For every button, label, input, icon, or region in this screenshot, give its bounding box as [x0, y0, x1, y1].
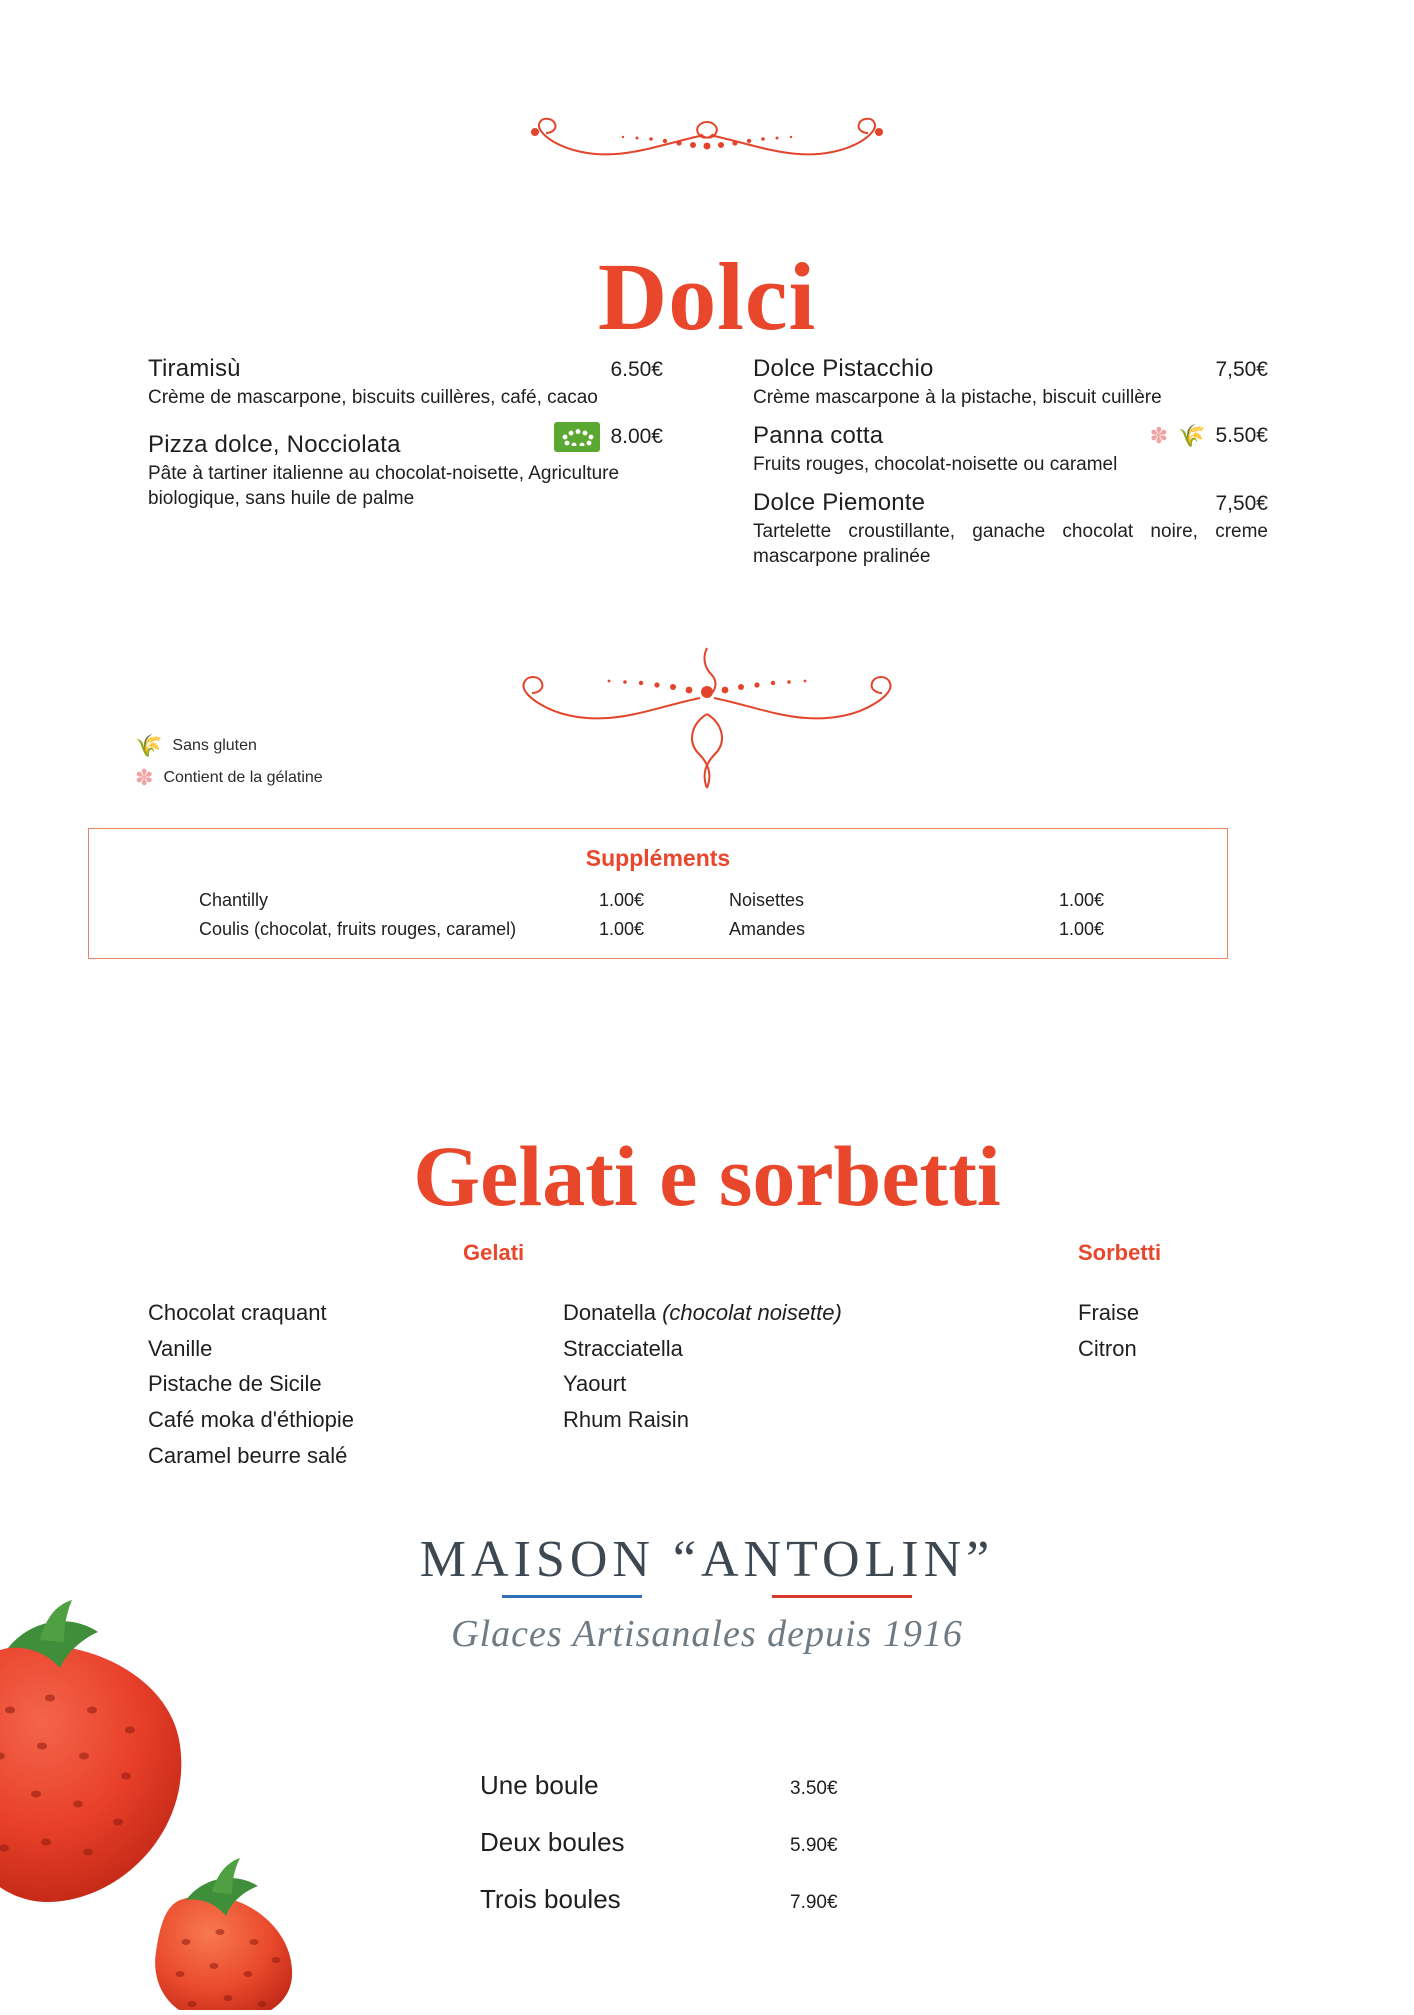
- sorbetti-column: [1078, 1295, 1139, 1366]
- legend-label: Sans gluten: [172, 737, 257, 754]
- item-price: 7,50€: [1215, 358, 1268, 381]
- item-price: 8.00€: [610, 425, 663, 449]
- price-row: [480, 1770, 940, 1801]
- item-description: Pâte à tartiner italienne au chocolat-noisette, Agriculture biologique, sans huile de palme: [148, 463, 620, 510]
- supplements-grid: [89, 890, 1227, 940]
- price-value: 5.90€: [790, 1835, 838, 1856]
- legend: [135, 735, 323, 799]
- supplements-title: Suppléments: [585, 845, 731, 871]
- list-item-label: Donatella: [563, 1300, 663, 1325]
- ornament-top-icon: [0, 110, 1414, 184]
- price-label: Trois boules: [480, 1884, 621, 1914]
- item-price: 6.50€: [610, 358, 663, 381]
- list-item: Fraise: [1078, 1300, 1140, 1325]
- list-item: Vanille: [148, 1335, 213, 1361]
- brand-logo: [0, 1530, 1414, 1656]
- gelati-column-2: [563, 1295, 842, 1438]
- supplement-label: Coulis (chocolat, fruits rouges, caramel): [199, 919, 517, 939]
- brand-rules: [357, 1595, 1057, 1598]
- supplement-label: Chantilly: [199, 890, 269, 910]
- list-item: Citron: [1078, 1335, 1137, 1361]
- item-name: Tiramisù: [148, 355, 241, 382]
- scoop-prices: [480, 1770, 940, 1941]
- item-name: Pizza dolce, Nocciolata: [148, 431, 401, 459]
- gelati-column-header: Gelati: [463, 1240, 525, 1265]
- price-value: 7.90€: [790, 1892, 838, 1913]
- item-price: 7,50€: [1215, 492, 1268, 516]
- legend-item: [135, 767, 323, 789]
- list-item: Stracciatella: [563, 1335, 683, 1361]
- list-item: Yaourt: [563, 1371, 627, 1397]
- page-title-gelati: Gelati e sorbetti: [413, 1127, 1001, 1224]
- legend-item: [135, 735, 323, 757]
- supplements-box: [88, 828, 1228, 959]
- menu-item: [753, 489, 1268, 569]
- gelatin-icon: ✽: [1149, 423, 1169, 449]
- bio-icon: [554, 422, 600, 452]
- wheat-icon: 🌾: [1178, 423, 1206, 449]
- list-item: Caramel beurre salé: [148, 1442, 348, 1468]
- supplement-price: 1.00€: [599, 890, 645, 910]
- gelati-column-1: [148, 1295, 354, 1473]
- price-row: [480, 1827, 940, 1858]
- item-description: Crème de mascarpone, biscuits cuillères, café, cacao: [148, 387, 598, 408]
- menu-item: [148, 422, 663, 511]
- menu-item: [148, 355, 663, 410]
- menu-item: [753, 422, 1268, 477]
- supplement-label: Amandes: [729, 919, 806, 939]
- page-title-dolci: Dolci: [597, 243, 817, 351]
- brand-name: MAISON “ANTOLIN”: [419, 1531, 995, 1588]
- item-name: Dolce Pistacchio: [753, 355, 934, 382]
- price-label: Deux boules: [480, 1827, 625, 1857]
- item-description: Tartelette croustillante, ganache chocolat noire, creme mascarpone pralinée: [753, 521, 1268, 568]
- dolci-left-column: [148, 355, 663, 581]
- list-item: Pistache de Sicile: [148, 1371, 322, 1397]
- item-name: Dolce Piemonte: [753, 489, 926, 517]
- list-item-note: (chocolat noisette): [662, 1300, 842, 1325]
- price-row: [480, 1884, 940, 1915]
- list-item: Café moka d'éthiopie: [148, 1406, 354, 1432]
- menu-item: [753, 355, 1268, 410]
- list-item: [563, 1295, 842, 1331]
- item-name: Panna cotta: [753, 422, 884, 450]
- list-item: Rhum Raisin: [563, 1406, 689, 1432]
- brand-rule-blue: [502, 1595, 642, 1598]
- item-description: Fruits rouges, chocolat-noisette ou caramel: [753, 454, 1118, 476]
- list-item: Chocolat craquant: [148, 1300, 327, 1325]
- legend-label: Contient de la gélatine: [163, 769, 323, 786]
- brand-subtitle: Glaces Artisanales depuis 1916: [451, 1613, 963, 1655]
- supplement-price: 1.00€: [599, 919, 645, 939]
- supplement-label: Noisettes: [729, 890, 805, 910]
- item-price: 5.50€: [1215, 424, 1268, 448]
- supplement-price: 1.00€: [1059, 890, 1105, 910]
- brand-rule-red: [772, 1595, 912, 1598]
- item-description: Crème mascarpone à la pistache, biscuit cuillère: [753, 387, 1162, 408]
- sorbetti-column-header: Sorbetti: [1078, 1240, 1162, 1265]
- price-value: 3.50€: [790, 1778, 838, 1799]
- wheat-icon: 🌾: [135, 733, 163, 758]
- price-label: Une boule: [480, 1770, 599, 1800]
- dolci-sections: [148, 355, 1268, 581]
- dolci-right-column: [753, 355, 1268, 581]
- gelatin-icon: ✽: [135, 765, 154, 790]
- supplement-price: 1.00€: [1059, 919, 1105, 939]
